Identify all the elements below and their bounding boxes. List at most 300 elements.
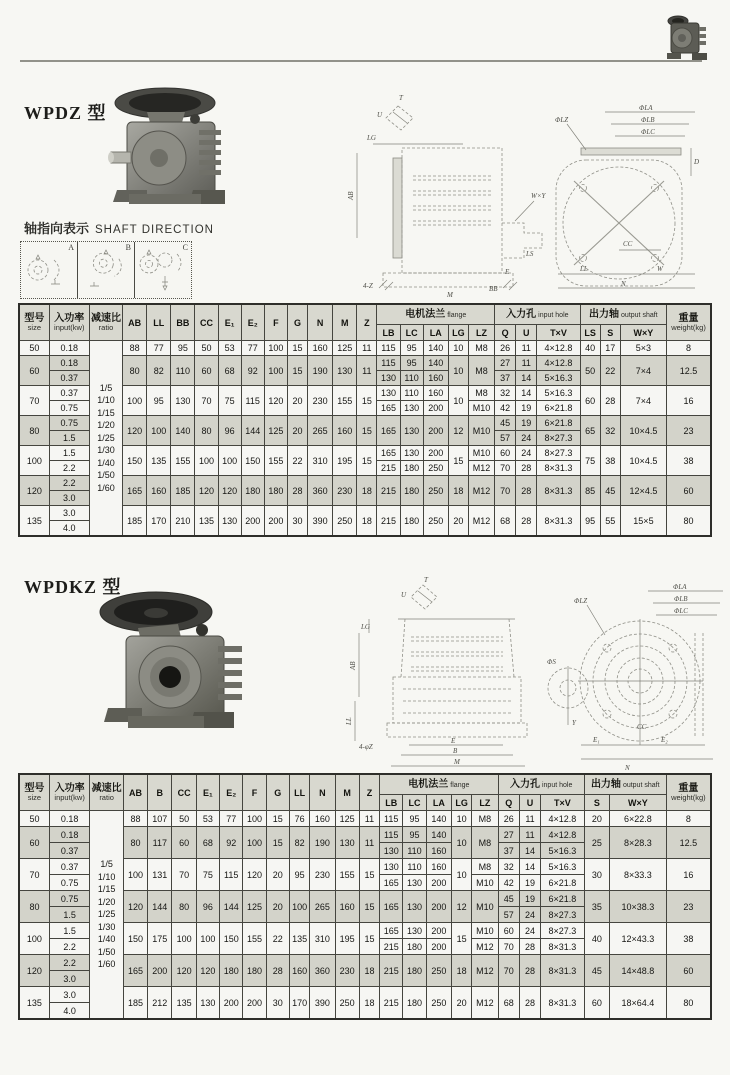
spec-cell: 80 [19, 416, 49, 446]
spec-cell: 70 [498, 939, 519, 955]
shaft-direction-label-en: SHAFT DIRECTION [95, 224, 214, 236]
spec-cell: 50 [580, 356, 600, 386]
spec-cell: 130 [333, 356, 357, 386]
spec-cell: 144 [148, 891, 172, 923]
spec-cell: 165 [380, 891, 403, 923]
spec-cell: M8 [468, 341, 494, 356]
spec-cell: 180 [403, 987, 426, 1020]
spec-cell: 310 [308, 446, 333, 476]
spec-cell: 15 [448, 446, 468, 476]
spec-cell: 131 [148, 859, 172, 891]
spec-cell: 190 [308, 356, 333, 386]
spec-cell: 70 [495, 461, 516, 476]
spec-cell: 28 [266, 955, 289, 987]
spec-cell: 140 [426, 811, 451, 827]
group-header-input-hole: 入力孔 input hole [495, 304, 580, 325]
spec-cell: 50 [195, 341, 218, 356]
spec-cell: 107 [148, 811, 172, 827]
spec-cell: 12.5 [667, 356, 711, 386]
spec-cell: 15 [359, 923, 379, 955]
spec-cell: 8×27.3 [537, 431, 580, 446]
spec-cell: 144 [220, 891, 243, 923]
spec-cell: 0.37 [49, 386, 89, 401]
col-header-flange: LC [403, 795, 426, 811]
spec-cell: 8×31.3 [537, 476, 580, 506]
spec-cell: 7×4 [620, 386, 666, 416]
spec-cell: 12 [451, 891, 471, 923]
spec-cell: 8 [666, 811, 711, 827]
spec-cell: 155 [171, 446, 195, 476]
spec-cell: 95 [400, 341, 423, 356]
spec-cell: 360 [308, 476, 333, 506]
spec-cell: 117 [148, 827, 172, 859]
spec-cell: 11 [519, 811, 540, 827]
spec-cell: 15 [287, 341, 307, 356]
spec-cell: 175 [148, 923, 172, 955]
spec-cell: 0.37 [49, 371, 89, 386]
wpdkz-product-photo [98, 580, 250, 738]
spec-cell: 190 [310, 827, 335, 859]
spec-cell: 265 [308, 416, 333, 446]
spec-cell: 38 [600, 446, 620, 476]
spec-cell: 10 [451, 859, 471, 891]
spec-cell: 200 [426, 923, 451, 939]
spec-cell: 180 [403, 955, 426, 987]
col-header-dim: AB [123, 304, 147, 341]
spec-cell: M8 [468, 356, 494, 386]
spec-cell: 35 [584, 891, 609, 923]
spec-cell: 70 [19, 859, 49, 891]
svg-text:E₂: E₂ [661, 736, 668, 744]
svg-text:U: U [377, 111, 383, 119]
spec-cell: 250 [423, 476, 448, 506]
spec-cell: 160 [335, 891, 359, 923]
spec-cell: M12 [468, 506, 494, 537]
spec-cell: 150 [123, 446, 147, 476]
spec-cell: 95 [403, 811, 426, 827]
spec-cell: 11 [357, 356, 377, 386]
spec-cell: 165 [377, 446, 400, 461]
spec-cell: 7×4 [620, 356, 666, 386]
spec-cell: 155 [243, 923, 266, 955]
spec-cell: 1.5 [49, 431, 89, 446]
spec-cell: 2.2 [49, 955, 90, 971]
col-header-size: 型号 size [19, 774, 49, 811]
spec-cell: 125 [333, 341, 357, 356]
spec-cell: 60 [19, 356, 49, 386]
svg-text:ΦLB: ΦLB [674, 595, 688, 603]
spec-cell: 37 [498, 843, 519, 859]
spec-cell: 140 [171, 416, 195, 446]
spec-cell: 15 [266, 811, 289, 827]
spec-cell: 57 [495, 431, 516, 446]
spec-cell: 120 [172, 955, 196, 987]
shaft-direction-cell-a [21, 242, 78, 298]
group-header-flange: 电机法兰 flange [380, 774, 499, 795]
spec-cell: 20 [584, 811, 609, 827]
col-header-flange: LZ [472, 795, 498, 811]
spec-cell: 180 [241, 476, 264, 506]
spec-cell: 57 [498, 907, 519, 923]
spec-cell: 82 [147, 356, 171, 386]
spec-cell: 80 [123, 827, 147, 859]
spec-cell: 4×12.8 [537, 356, 580, 371]
spec-cell: 3.0 [49, 971, 90, 987]
svg-text:U: U [401, 591, 407, 599]
svg-text:4-Z: 4-Z [363, 282, 373, 290]
svg-text:4-φZ: 4-φZ [359, 743, 373, 751]
spec-cell: 100 [147, 416, 171, 446]
spec-cell: 230 [333, 476, 357, 506]
spec-cell: 26 [495, 341, 516, 356]
spec-cell: 88 [123, 341, 147, 356]
spec-cell: 27 [495, 356, 516, 371]
col-header-out: S [584, 795, 609, 811]
col-header-hole: Q [498, 795, 519, 811]
col-header-dim: M [335, 774, 359, 811]
spec-cell: 45 [600, 476, 620, 506]
spec-cell: 135 [172, 987, 196, 1020]
spec-cell: 24 [516, 431, 537, 446]
spec-cell: 160 [423, 386, 448, 401]
spec-cell: 88 [123, 811, 147, 827]
spec-cell: 110 [171, 356, 195, 386]
spec-cell: 200 [148, 955, 172, 987]
spec-cell: M8 [472, 859, 498, 875]
spec-cell: 6×21.8 [537, 401, 580, 416]
spec-cell: 68 [196, 827, 219, 859]
col-header-flange: LA [426, 795, 451, 811]
svg-text:W×Y: W×Y [531, 192, 546, 200]
col-header-dim: N [310, 774, 335, 811]
spec-cell: 115 [241, 386, 264, 416]
spec-cell: 12×43.3 [610, 923, 667, 955]
spec-cell: 1.5 [49, 446, 89, 461]
spec-cell: 250 [423, 506, 448, 537]
wpdkz-dimension-drawing [343, 573, 730, 773]
svg-text:ΦLC: ΦLC [641, 128, 655, 136]
col-header-flange: LA [423, 325, 448, 341]
svg-text:LL: LL [580, 265, 588, 273]
spec-cell: 18×64.4 [610, 987, 667, 1020]
spec-cell: 14 [516, 386, 537, 401]
col-header-out: S [600, 325, 620, 341]
spec-cell: M8 [468, 386, 494, 401]
spec-cell: 125 [335, 811, 359, 827]
col-header-dim: AB [123, 774, 147, 811]
spec-cell: 18 [357, 506, 377, 537]
spec-cell: 5×3 [620, 341, 666, 356]
spec-cell: 0.37 [49, 843, 90, 859]
spec-cell: 160 [333, 416, 357, 446]
shaft-direction-panel [20, 241, 192, 299]
svg-text:AB: AB [347, 191, 355, 200]
spec-cell: 2.2 [49, 939, 90, 955]
spec-cell: 14 [519, 859, 540, 875]
spec-cell: 200 [426, 939, 451, 955]
spec-cell: 20 [266, 859, 289, 891]
spec-cell: 8×33.3 [610, 859, 667, 891]
col-header-out: W×Y [620, 325, 666, 341]
spec-cell: 16 [667, 386, 711, 416]
spec-cell: 180 [403, 939, 426, 955]
spec-cell: 130 [171, 386, 195, 416]
spec-cell: 70 [19, 386, 49, 416]
spec-cell: 185 [171, 476, 195, 506]
spec-cell: 50 [172, 811, 196, 827]
spec-cell: 120 [19, 955, 49, 987]
spec-cell: 250 [423, 461, 448, 476]
spec-cell: 390 [308, 506, 333, 537]
spec-cell: 15 [359, 859, 379, 891]
shaft-direction-letter: B [125, 243, 131, 252]
spec-cell: M10 [468, 446, 494, 461]
spec-cell: 14 [516, 371, 537, 386]
svg-text:ΦLC: ΦLC [674, 607, 688, 615]
spec-cell: 130 [403, 891, 426, 923]
svg-text:N: N [625, 764, 630, 772]
spec-cell: 5×16.3 [537, 371, 580, 386]
spec-cell: 4.0 [49, 521, 89, 537]
shaft-direction-cell-b [78, 242, 135, 298]
spec-cell: 76 [289, 811, 309, 827]
spec-cell: 37 [495, 371, 516, 386]
col-header-dim: E₂ [220, 774, 243, 811]
svg-text:ΦLZ: ΦLZ [574, 597, 588, 605]
spec-cell: 1.5 [49, 907, 90, 923]
svg-text:AB: AB [349, 661, 357, 670]
spec-cell: M12 [472, 987, 498, 1020]
svg-text:M: M [454, 758, 460, 766]
brand-gearbox-photo [662, 12, 710, 64]
spec-cell: 0.75 [49, 891, 90, 907]
svg-text:ΦLA: ΦLA [673, 583, 687, 591]
spec-cell: 250 [335, 987, 359, 1020]
spec-cell: 15 [357, 386, 377, 416]
spec-cell: 70 [495, 476, 516, 506]
spec-cell: 210 [171, 506, 195, 537]
spec-cell: 390 [310, 987, 335, 1020]
spec-cell: 68 [495, 506, 516, 537]
svg-text:T: T [399, 94, 403, 102]
spec-cell: 10×4.5 [620, 446, 666, 476]
spec-cell: 18 [451, 955, 471, 987]
spec-cell: 30 [266, 987, 289, 1020]
spec-cell: 140 [426, 827, 451, 843]
svg-text:E: E [505, 268, 510, 276]
spec-cell: 16 [666, 859, 711, 891]
spec-cell: 8×31.3 [541, 939, 585, 955]
spec-cell: 2.2 [49, 461, 89, 476]
spec-cell: 0.75 [49, 416, 89, 431]
spec-cell: 11 [357, 341, 377, 356]
spec-cell: 95 [580, 506, 600, 537]
spec-cell: 0.37 [49, 859, 90, 875]
spec-cell: 110 [400, 386, 423, 401]
spec-cell: 30 [584, 859, 609, 891]
spec-cell: 10×38.3 [610, 891, 667, 923]
spec-cell: 42 [495, 401, 516, 416]
spec-cell: 155 [264, 446, 287, 476]
spec-cell: 170 [147, 506, 171, 537]
spec-cell: 115 [377, 341, 400, 356]
svg-text:LS: LS [526, 250, 534, 258]
spec-cell: 100 [196, 923, 219, 955]
col-header-weight: 重量 weight(kg) [667, 304, 711, 341]
spec-cell: 50 [19, 811, 49, 827]
group-header-flange: 电机法兰 flange [377, 304, 495, 325]
spec-cell: 11 [516, 356, 537, 371]
spec-cell: 24 [519, 907, 540, 923]
spec-cell: 10 [448, 341, 468, 356]
spec-cell: 17 [600, 341, 620, 356]
header-divider [20, 60, 702, 62]
spec-cell: 150 [220, 923, 243, 955]
spec-cell: 28 [516, 476, 537, 506]
spec-cell: 115 [380, 827, 403, 843]
svg-text:BB: BB [489, 285, 498, 293]
svg-text:LL: LL [345, 717, 353, 725]
spec-cell: 160 [289, 955, 309, 987]
spec-cell: 85 [580, 476, 600, 506]
spec-cell: M12 [472, 955, 498, 987]
spec-cell: 5×16.3 [541, 859, 585, 875]
spec-cell: 8 [667, 341, 711, 356]
spec-cell: 10×4.5 [620, 416, 666, 446]
spec-cell: 18 [448, 476, 468, 506]
spec-cell: 20 [287, 416, 307, 446]
spec-cell: 125 [243, 891, 266, 923]
spec-cell: 38 [666, 923, 711, 955]
spec-cell: 155 [333, 386, 357, 416]
col-header-dim: E₁ [218, 304, 241, 341]
spec-cell: 3.0 [49, 491, 89, 506]
spec-cell: 195 [333, 446, 357, 476]
spec-cell: 80 [666, 987, 711, 1020]
ratio-cell: 1/5 1/10 1/15 1/20 1/25 1/30 1/40 1/50 1/60 [90, 811, 123, 1020]
spec-cell: 68 [498, 987, 519, 1020]
col-header-dim: N [308, 304, 333, 341]
spec-cell: 80 [195, 416, 218, 446]
spec-cell: M8 [472, 827, 498, 859]
spec-cell: 110 [400, 371, 423, 386]
svg-text:ΦLB: ΦLB [641, 116, 655, 124]
spec-cell: 10 [451, 827, 471, 859]
spec-cell: 14 [519, 843, 540, 859]
shaft-direction-cell-c [135, 242, 191, 298]
spec-cell: 11 [516, 341, 537, 356]
spec-cell: 200 [423, 401, 448, 416]
spec-cell: 75 [196, 859, 219, 891]
spec-cell: 215 [380, 955, 403, 987]
spec-cell: 170 [289, 987, 309, 1020]
spec-cell: 0.75 [49, 875, 90, 891]
col-header-flange: LG [451, 795, 471, 811]
spec-cell: 28 [600, 386, 620, 416]
spec-cell: 160 [426, 859, 451, 875]
spec-cell: 11 [519, 827, 540, 843]
col-header-dim: F [243, 774, 266, 811]
spec-cell: 19 [516, 401, 537, 416]
spec-cell: 15 [359, 891, 379, 923]
spec-cell: 230 [335, 955, 359, 987]
spec-cell: 215 [377, 461, 400, 476]
spec-cell: 55 [600, 506, 620, 537]
col-header-dim: G [287, 304, 307, 341]
spec-cell: 6×21.8 [541, 875, 585, 891]
spec-cell: 250 [426, 955, 451, 987]
spec-cell: 100 [264, 356, 287, 386]
spec-cell: 96 [196, 891, 219, 923]
col-header-dim: G [266, 774, 289, 811]
svg-text:LG: LG [367, 134, 376, 142]
col-header-dim: BB [171, 304, 195, 341]
spec-cell: 165 [380, 923, 403, 939]
spec-cell: 30 [287, 506, 307, 537]
spec-cell: 4×12.8 [541, 811, 585, 827]
spec-cell: 130 [403, 923, 426, 939]
spec-cell: 8×31.3 [541, 987, 585, 1020]
spec-cell: 130 [380, 843, 403, 859]
spec-cell: 60 [580, 386, 600, 416]
spec-cell: 8×27.3 [537, 446, 580, 461]
spec-cell: 135 [19, 987, 49, 1020]
spec-cell: 120 [123, 416, 147, 446]
col-header-hole: U [516, 325, 537, 341]
spec-cell: 125 [264, 416, 287, 446]
spec-cell: 6×22.8 [610, 811, 667, 827]
spec-cell: 15 [357, 446, 377, 476]
spec-cell: 180 [400, 506, 423, 537]
col-header-dim: CC [195, 304, 218, 341]
spec-cell: 27 [498, 827, 519, 843]
spec-cell: 60 [667, 476, 711, 506]
spec-cell: 60 [172, 827, 196, 859]
spec-cell: 180 [243, 955, 266, 987]
spec-cell: 130 [335, 827, 359, 859]
spec-cell: 15×5 [620, 506, 666, 537]
spec-cell: 20 [451, 987, 471, 1020]
spec-cell: 100 [264, 341, 287, 356]
spec-cell: 2.2 [49, 476, 89, 491]
col-header-size: 型号 size [19, 304, 49, 341]
spec-cell: 215 [380, 939, 403, 955]
svg-text:T: T [424, 576, 428, 584]
spec-cell: 180 [220, 955, 243, 987]
spec-cell: 45 [495, 416, 516, 431]
shaft-direction-letter: C [182, 243, 188, 252]
spec-cell: 120 [264, 386, 287, 416]
col-header-out: LS [580, 325, 600, 341]
svg-text:CC: CC [623, 240, 633, 248]
spec-cell: 68 [218, 356, 241, 386]
spec-cell: 92 [220, 827, 243, 859]
col-header-dim: M [333, 304, 357, 341]
spec-cell: 80 [19, 891, 49, 923]
spec-cell: 8×31.3 [537, 461, 580, 476]
spec-cell: 160 [308, 341, 333, 356]
spec-cell: 115 [377, 356, 400, 371]
spec-cell: 135 [195, 506, 218, 537]
spec-cell: 96 [218, 416, 241, 446]
col-header-input: 入功率 input(kw) [49, 304, 89, 341]
spec-cell: 180 [264, 476, 287, 506]
spec-cell: 160 [147, 476, 171, 506]
spec-cell: 310 [310, 923, 335, 955]
spec-cell: 12 [448, 416, 468, 446]
spec-cell: 18 [357, 476, 377, 506]
spec-cell: 200 [426, 875, 451, 891]
